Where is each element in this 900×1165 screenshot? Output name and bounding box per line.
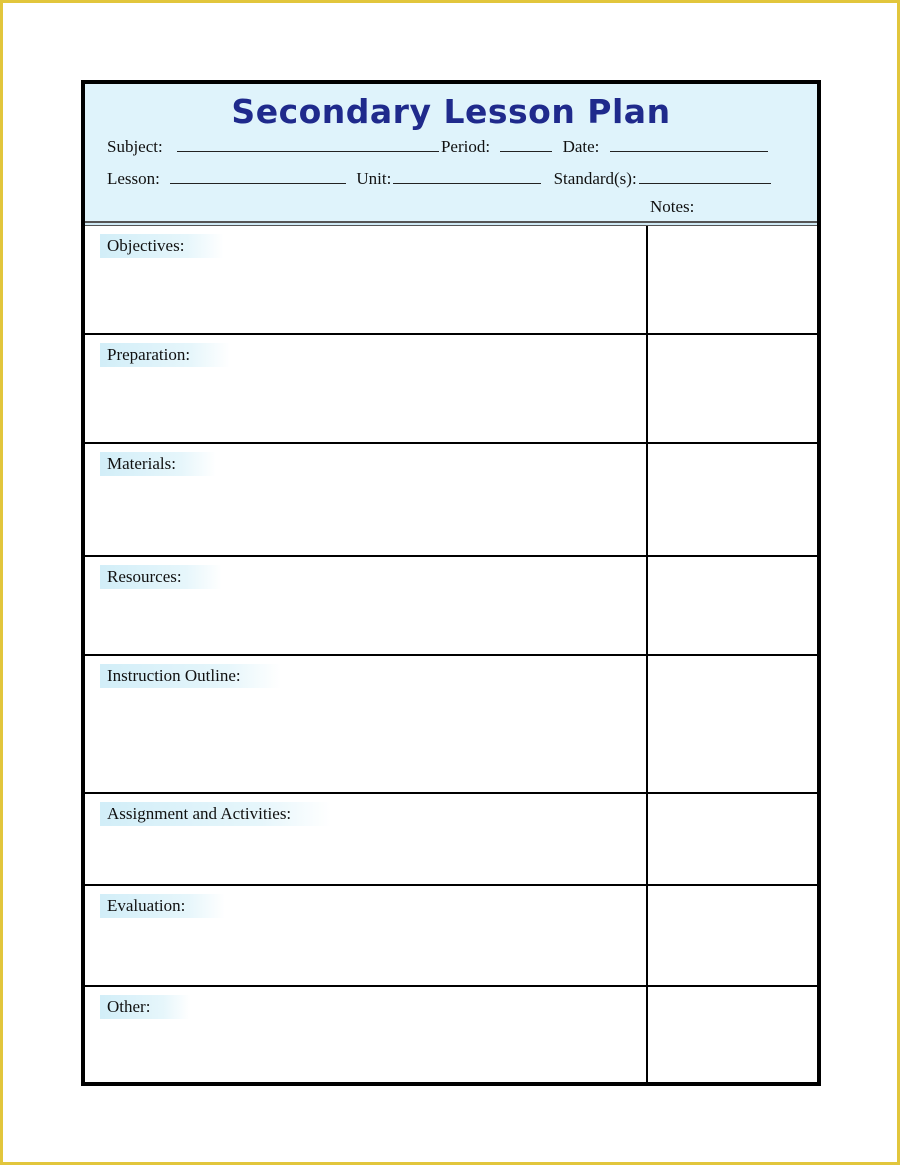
section-other[interactable]	[85, 987, 817, 1082]
period-label: Period:	[440, 137, 491, 156]
date-field[interactable]	[610, 137, 768, 152]
section-label: Other:	[100, 995, 190, 1019]
section-label: Evaluation:	[100, 894, 225, 918]
standards-label: Standard(s):	[553, 169, 637, 188]
section-evaluation[interactable]	[85, 886, 817, 987]
page-title: Secondary Lesson Plan	[231, 92, 671, 131]
section-assignment-activities[interactable]	[85, 794, 817, 886]
lesson-label: Lesson:	[107, 169, 160, 188]
unit-field[interactable]	[393, 169, 541, 184]
section-label: Preparation:	[100, 343, 230, 367]
section-label: Materials:	[100, 452, 216, 476]
section-materials[interactable]	[85, 444, 817, 557]
lesson-field[interactable]	[170, 169, 346, 184]
date-label: Date:	[562, 137, 600, 156]
section-label: Instruction Outline:	[100, 664, 281, 688]
notes-label: Notes:	[650, 197, 695, 216]
section-resources[interactable]	[85, 557, 817, 656]
section-objectives[interactable]	[85, 226, 817, 335]
sections-table	[85, 226, 817, 1082]
section-label: Resources:	[100, 565, 222, 589]
header-row-2	[107, 169, 773, 189]
section-preparation[interactable]	[85, 335, 817, 444]
lesson-plan-sheet	[81, 80, 821, 1086]
notes-column-divider	[646, 226, 648, 1082]
section-label: Objectives:	[100, 234, 224, 258]
header-panel	[85, 84, 817, 221]
subject-field[interactable]	[177, 137, 439, 152]
unit-label: Unit:	[356, 169, 392, 188]
section-instruction-outline[interactable]	[85, 656, 817, 794]
standards-field[interactable]	[639, 169, 771, 184]
header-row-1	[107, 137, 770, 157]
subject-label: Subject:	[107, 137, 163, 156]
period-field[interactable]	[500, 137, 552, 152]
section-label: Assignment and Activities:	[100, 802, 331, 826]
